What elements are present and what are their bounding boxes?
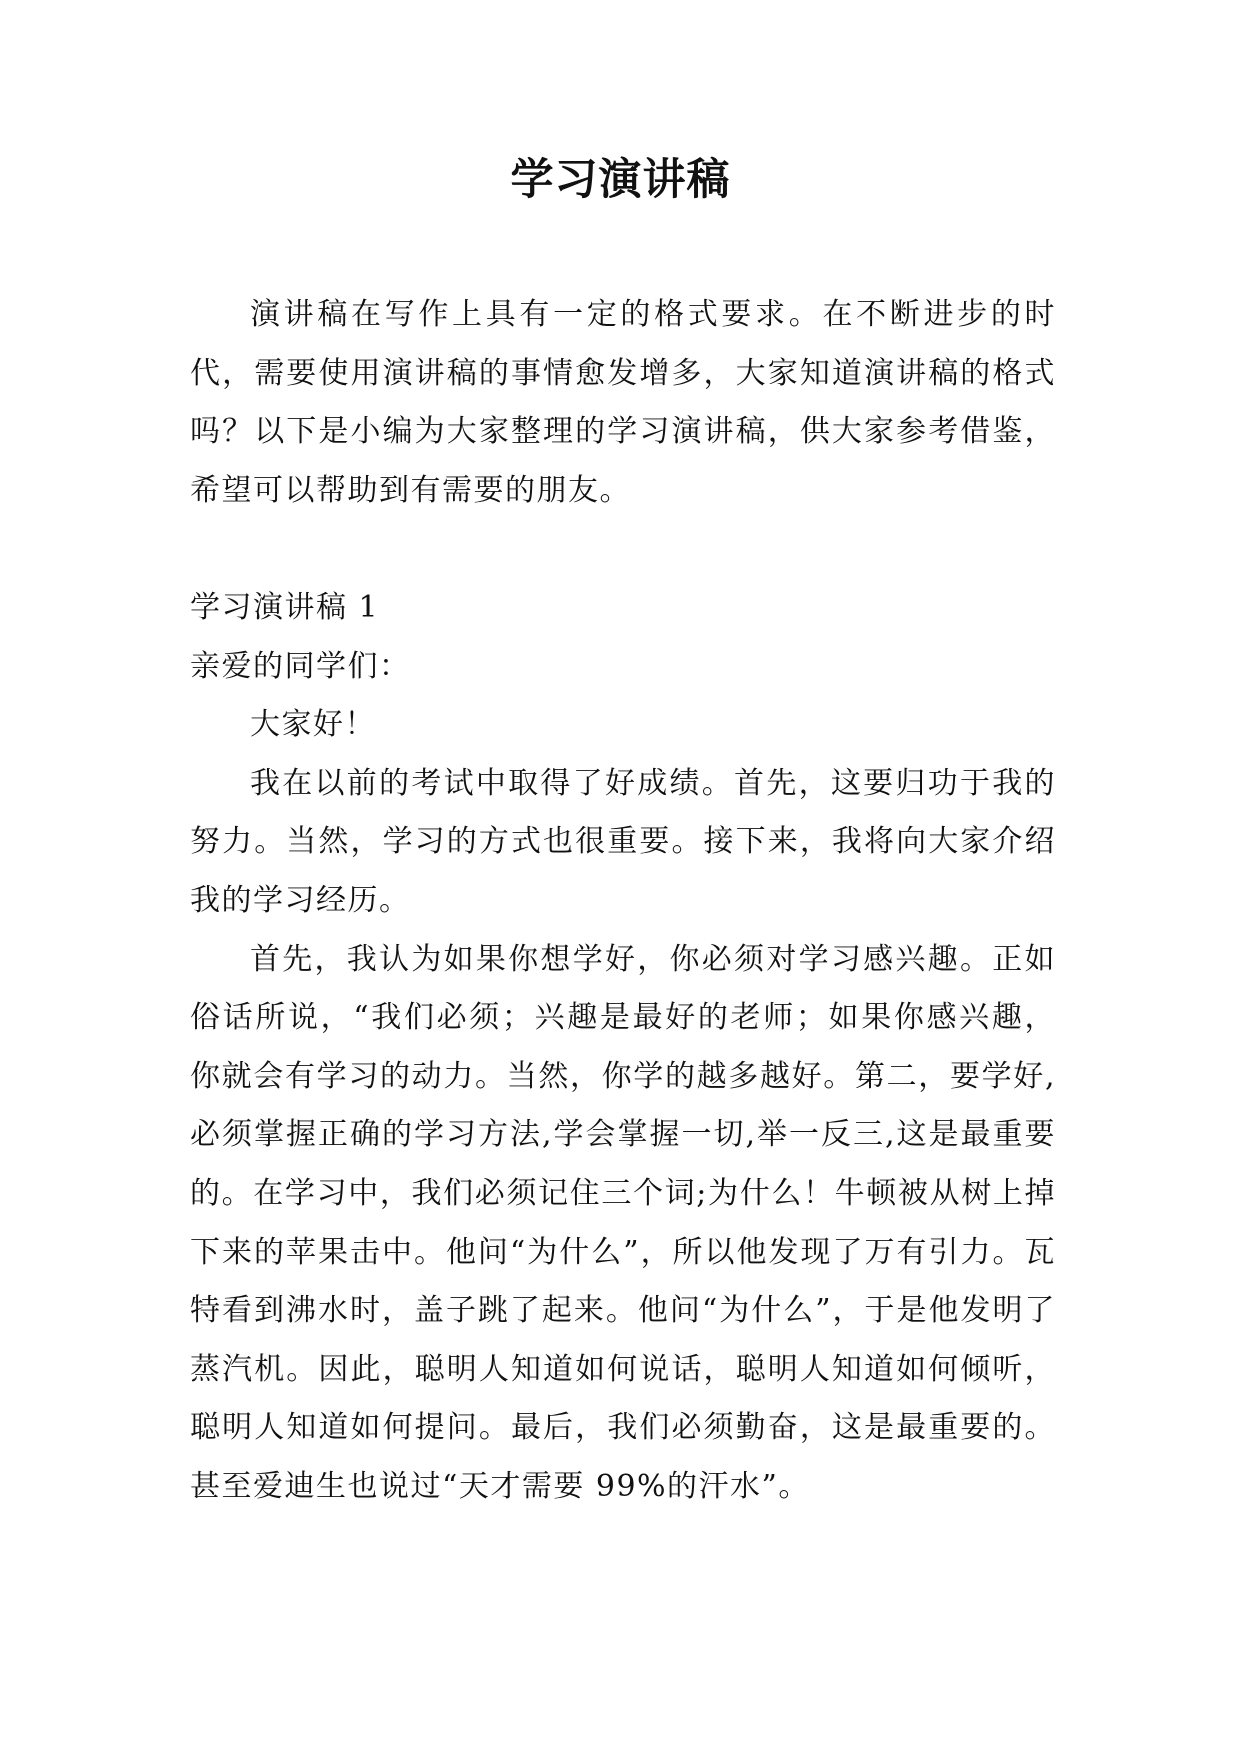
document-title: 学习演讲稿: [510, 155, 731, 205]
paragraph-spacer: [190, 520, 1056, 579]
section-heading: 学习演讲稿 1: [190, 589, 380, 625]
body-paragraph-2: 首先，我认为如果你想学好，你必须对学习感兴趣。正如俗话所说，“我们必须；兴趣是最好的老师；如果你感兴趣，你就会有学习的动力。当然，你学的越多越好。第二，要学好,必须掌握正确的学习方法,学会掌握一切,举一反三,这是最重要的。在学习中，我们必须记住三个词;为什么！牛顿被从树上掉下来的苹果击中。他问“为什么”，所以他发现了万有引力。瓦特看到沸水时，盖子跳了起来。他问“为什么”，于是他发明了蒸汽机。因此，聪明人知道如何说话，聪明人知道如何倾听，聪明人知道如何提问。最后，我们必须勤奋，这是最重要的。甚至爱迪生也说过“天才需要 99%的汗水”。: [190, 941, 1056, 1504]
intro-paragraph: 演讲稿在写作上具有一定的格式要求。在不断进步的时代，需要使用演讲稿的事情愈发增多，大家知道演讲稿的格式吗？以下是小编为大家整理的学习演讲稿，供大家参考借鉴，希望可以帮助到有需要的朋友。: [190, 297, 1056, 508]
document-body: [190, 286, 1056, 1516]
greeting: 大家好！: [250, 707, 376, 743]
body-paragraph-1: 我在以前的考试中取得了好成绩。首先，这要归功于我的努力。当然，学习的方式也很重要。接下来，我将向大家介绍我的学习经历。: [190, 765, 1056, 918]
salutation: 亲爱的同学们：: [190, 648, 411, 684]
